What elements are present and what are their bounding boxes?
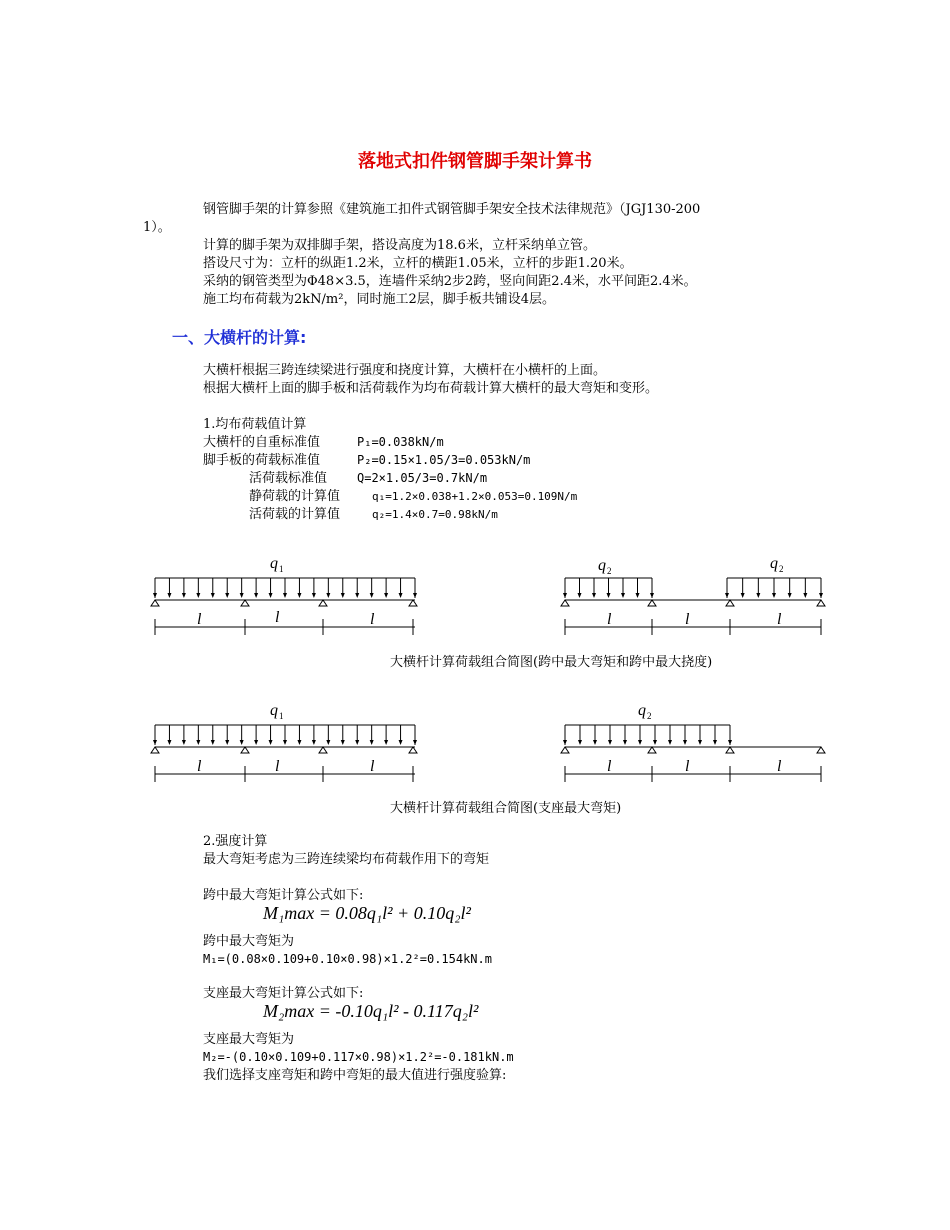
- span-label-1: l: [197, 611, 202, 628]
- q2-label-right: q: [770, 555, 778, 572]
- strength-paragraph: 最大弯矩考虑为三跨连续梁均布荷载作用下的弯矩: [203, 852, 490, 867]
- load-label-4: 静荷载的计算值: [249, 489, 341, 504]
- load-value-3: Q=2×1.05/3=0.7kN/m: [357, 471, 488, 485]
- load-title: 1.均布荷载值计算: [203, 417, 307, 432]
- q2-label: q: [638, 702, 646, 719]
- span-label-1: l: [197, 758, 202, 775]
- m2-intro: 支座最大弯矩计算公式如下:: [203, 986, 364, 1001]
- m2-is: 支座最大弯矩为: [203, 1032, 295, 1047]
- load-value-5: q₂=1.4×0.7=0.98kN/m: [372, 508, 498, 521]
- figure-caption-2: 大横杆计算荷载组合简图(支座最大弯矩): [390, 801, 622, 816]
- figure-caption-1: 大横杆计算荷载组合简图(跨中最大弯矩和跨中最大挠度): [390, 655, 713, 670]
- beam-diagram-full-load: [145, 550, 430, 640]
- intro-paragraph-1a: 钢管脚手架的计算参照《建筑施工扣件式钢管脚手架安全技术法律规范》（JGJ130-200: [203, 202, 701, 217]
- load-arrows: [153, 578, 417, 598]
- span-label-1: l: [607, 758, 612, 775]
- q1-label: q: [270, 702, 278, 719]
- document-title: 落地式扣件钢管脚手架计算书: [358, 151, 592, 172]
- strength-title: 2.强度计算: [203, 834, 268, 849]
- intro-paragraph-2: 计算的脚手架为双排脚手架，搭设高度为18.6米，立杆采纳单立管。: [203, 238, 596, 253]
- load-value-2: P₂=0.15×1.05/3=0.053kN/m: [357, 453, 531, 467]
- section-paragraph-2: 根据大横杆上面的脚手板和活荷载作为均布荷载计算大横杆的最大弯矩和变形。: [203, 381, 659, 396]
- span-label-2: l: [275, 609, 280, 626]
- load-arrows: [725, 578, 823, 598]
- intro-paragraph-3: 搭设尺寸为：立杆的纵距1.2米，立杆的横距1.05米，立杆的步距1.20米。: [203, 256, 633, 271]
- q2-label-left: q: [598, 557, 606, 574]
- span-label-2: l: [275, 758, 280, 775]
- intro-paragraph-1b: 1）。: [143, 220, 171, 235]
- q1-subscript: 1: [279, 564, 284, 574]
- intro-paragraph-5: 施工均布荷载为2kN/m²，同时施工2层，脚手板共铺设4层。: [203, 292, 555, 307]
- load-arrows: [563, 725, 732, 745]
- beam-diagram-alternate-load: [555, 550, 840, 640]
- span-label-2: l: [685, 611, 690, 628]
- span-label-3: l: [777, 758, 782, 775]
- load-arrows: [153, 725, 417, 745]
- m1-formula: M₁max = 0.08q₁l² + 0.10q₂l²: [263, 903, 471, 923]
- m2-value: M₂=-(0.10×0.109+0.117×0.98)×1.2²=-0.181kN.m: [203, 1050, 514, 1064]
- m2-formula: M₂max = -0.10q₁l² - 0.117q₂l²: [263, 1001, 479, 1021]
- load-label-2: 脚手板的荷载标准值: [203, 453, 321, 468]
- span-label-1: l: [607, 611, 612, 628]
- load-label-5: 活荷载的计算值: [249, 507, 341, 522]
- load-value-1: P₁=0.038kN/m: [357, 435, 444, 449]
- m1-intro: 跨中最大弯矩计算公式如下:: [203, 888, 364, 903]
- span-label-3: l: [777, 611, 782, 628]
- span-label-3: l: [370, 611, 375, 628]
- span-label-2: l: [685, 758, 690, 775]
- q1-label: q: [270, 555, 278, 572]
- load-label-3: 活荷载标准值: [249, 471, 328, 486]
- q2-subscript: 2: [647, 711, 652, 721]
- q1-subscript: 1: [279, 711, 284, 721]
- load-value-4: q₁=1.2×0.038+1.2×0.053=0.109N/m: [372, 490, 578, 503]
- q2-sub-left: 2: [607, 566, 612, 576]
- span-label-3: l: [370, 758, 375, 775]
- m1-is: 跨中最大弯矩为: [203, 934, 295, 949]
- m1-value: M₁=(0.08×0.109+0.10×0.98)×1.2²=0.154kN.m: [203, 952, 492, 966]
- section-heading: 一、大横杆的计算:: [172, 328, 307, 347]
- q2-sub-right: 2: [779, 564, 784, 574]
- intro-paragraph-4: 采纳的钢管类型为Φ48×3.5，连墙件采纳2步2跨，竖向间距2.4米，水平间距2.4米。: [203, 274, 697, 289]
- conclusion: 我们选择支座弯矩和跨中弯矩的最大值进行强度验算:: [203, 1068, 507, 1083]
- load-arrows: [563, 578, 654, 598]
- load-label-1: 大横杆的自重标准值: [203, 435, 321, 450]
- beam-diagram-partial-load-support: [555, 697, 840, 787]
- section-paragraph-1: 大横杆根据三跨连续梁进行强度和挠度计算，大横杆在小横杆的上面。: [203, 363, 607, 378]
- beam-diagram-full-load-support: [145, 697, 430, 787]
